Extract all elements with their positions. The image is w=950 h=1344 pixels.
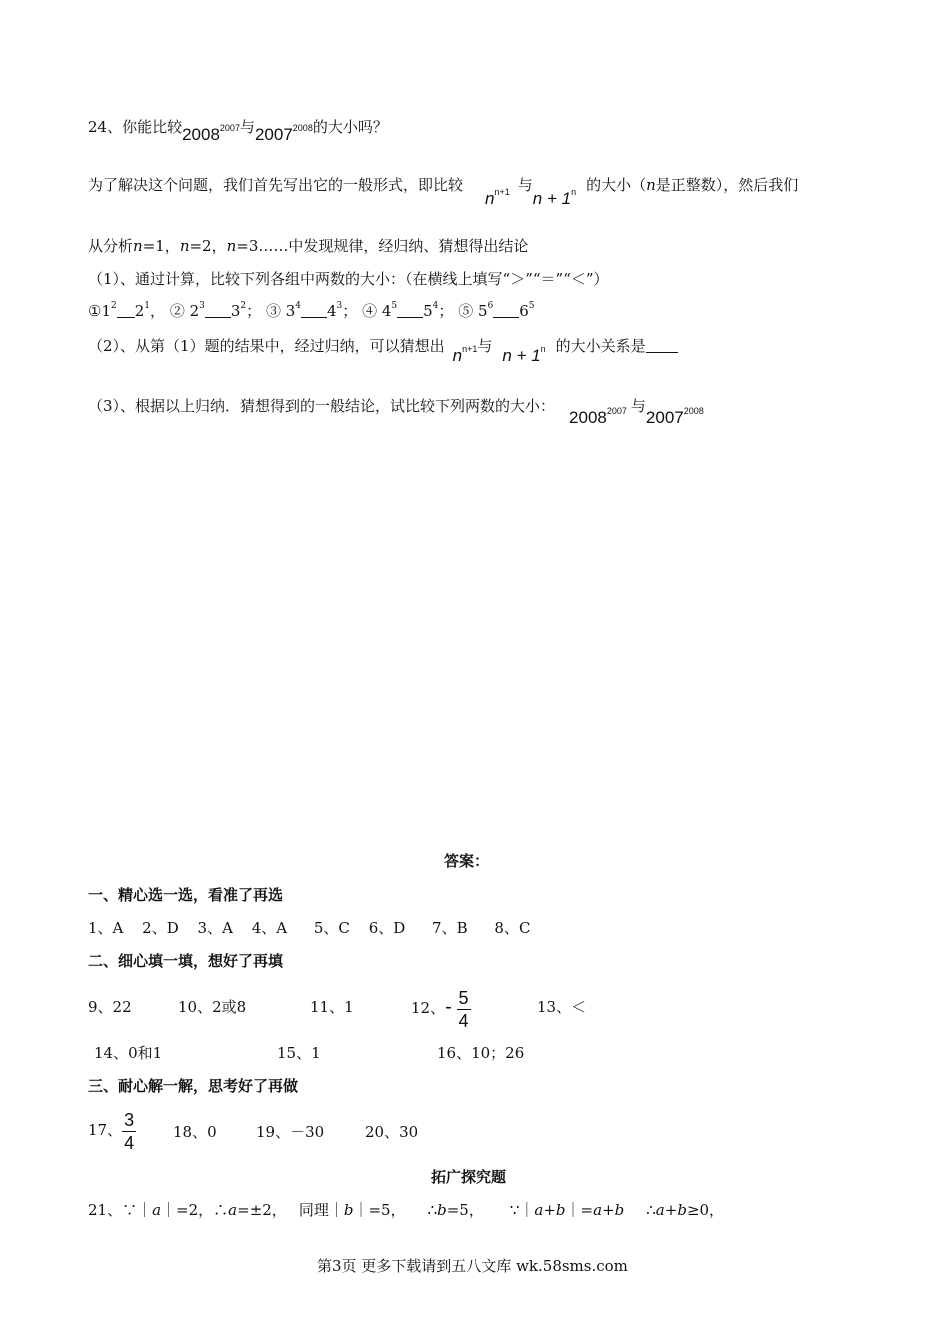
q24-base2: 2007	[254, 125, 293, 144]
compare-item: ⑤ $5^6$ $6^5$	[458, 301, 535, 320]
intro-n-italic: n	[646, 176, 656, 194]
answer-17	[88, 1108, 136, 1154]
answer-11: 11、1	[310, 998, 354, 1016]
choice-answer: 8、C	[494, 919, 531, 937]
intro-text2: 的大小（	[586, 176, 647, 194]
answer-17-fraction	[122, 1109, 136, 1154]
part2-n-exp: n+1	[462, 344, 478, 354]
part2-np1-base: n + 1	[502, 346, 541, 365]
answer-blank[interactable]	[646, 338, 678, 353]
answers-title: 答案：	[444, 852, 490, 870]
fraction-numerator: 5	[458, 987, 469, 1008]
part2-text1: （2）、从第（1）题的结果中，经过归纳，可以猜想出	[88, 337, 445, 355]
intro-and: 与	[517, 176, 533, 194]
analysis-line	[88, 236, 528, 256]
q24-suffix: 的大小吗？	[312, 118, 388, 136]
answer-17-label: 17、	[88, 1121, 123, 1139]
intro-line	[88, 175, 799, 208]
choice-answers	[88, 918, 530, 938]
q24-exp2: 2008	[292, 123, 313, 133]
part3-base1: 2008	[569, 408, 607, 427]
part2-text2: 的大小关系是	[555, 337, 646, 355]
intro-text1: 为了解决这个问题，我们首先写出它的一般形式，即比较	[88, 176, 464, 194]
answer-21: 21、∵｜a｜=2，∴a=±2， 同理｜b｜=5， ∴b=5， ∵｜a+b｜=a+b ∴a+b≥0，	[88, 1201, 725, 1219]
q24-exp1: 2007	[219, 123, 240, 133]
analysis-v1: =1，	[142, 237, 180, 255]
choice-answer: 1、A	[88, 919, 124, 937]
answer-10: 10、2或8	[178, 998, 247, 1016]
part1-line: （1）、通过计算，比较下列各组中两数的大小：（在横线上填写“＞”“＝”“＜”）	[88, 270, 609, 288]
answer-16: 16、10；26	[437, 1044, 525, 1062]
analysis-n2: n	[179, 237, 190, 255]
part3-exp1: 2007	[606, 406, 627, 416]
choice-answer: 7、B	[432, 919, 468, 937]
page-footer: 第3页 更多下载请到五八文库 wk.58sms.com	[317, 1257, 628, 1275]
compare-item: $①1^2$ $2^1$，	[88, 301, 166, 320]
intro-np1-exp: n	[571, 187, 577, 197]
analysis-text: 从分析	[88, 237, 134, 255]
answer-13: 13、＜	[537, 998, 587, 1016]
section1-heading: 一、精心选一选，看准了再选	[88, 886, 284, 904]
answer-blank[interactable]	[205, 303, 231, 318]
extension-heading: 拓广探究题	[431, 1168, 507, 1186]
answer-blank[interactable]	[301, 303, 327, 318]
intro-text3: 是正整数），然后我们	[655, 176, 799, 194]
choice-answer: 5、C	[313, 919, 350, 937]
part3-base2: 2007	[645, 408, 684, 427]
answer-14: 14、0和1	[94, 1044, 163, 1062]
answer-blank[interactable]	[117, 303, 135, 318]
section2-heading: 二、细心填一填，想好了再填	[88, 952, 284, 970]
part3-line	[88, 396, 704, 427]
choice-answer: 2、D	[142, 919, 179, 937]
answer-20: 20、30	[365, 1123, 419, 1141]
analysis-v2: =2，	[189, 237, 227, 255]
q24-prefix: 24、你能比较	[88, 118, 183, 136]
part2-and: 与	[477, 337, 493, 355]
part3-exp2: 2008	[683, 406, 704, 416]
answer-15: 15、1	[277, 1044, 321, 1062]
fraction-denominator: 4	[124, 1132, 135, 1153]
fraction-denominator: 4	[458, 1010, 469, 1031]
analysis-v3: =3……中发现规律，经归纳、猜想得出结论	[236, 237, 529, 255]
section3-heading: 三、耐心解一解，思考好了再做	[88, 1077, 299, 1095]
analysis-n3: n	[226, 237, 237, 255]
q24-line	[88, 117, 388, 144]
fraction-numerator: 3	[124, 1109, 135, 1130]
compare-item: ④ $4^5$ $5^4$；	[362, 301, 454, 320]
part2-np1-exp: n	[540, 344, 546, 354]
answer-12-label: 12、	[411, 999, 446, 1017]
answer-blank[interactable]	[397, 303, 423, 318]
choice-answer: 6、D	[368, 919, 406, 937]
intro-np1-base: n + 1	[532, 189, 572, 208]
part3-and: 与	[630, 397, 646, 415]
answer-19: 19、－30	[256, 1123, 325, 1141]
answer-12-fraction	[457, 987, 471, 1032]
answer-12	[411, 985, 471, 1032]
part2-line	[88, 336, 678, 365]
choice-answer: 3、A	[197, 919, 233, 937]
q24-base1: 2008	[182, 125, 220, 144]
choice-answer: 4、A	[251, 919, 288, 937]
compare-item: ② $2^3$ $3^2$；	[169, 301, 262, 320]
compare-item: ③ $3^4$ $4^3$；	[265, 301, 358, 320]
answer-blank[interactable]	[493, 303, 519, 318]
analysis-n1: n	[133, 237, 143, 255]
answer-9: 9、22	[88, 998, 132, 1016]
part2-n-base: n	[452, 346, 463, 365]
part3-text: （3）、根据以上归纳．猜想得到的一般结论，试比较下列两数的大小：	[88, 397, 556, 415]
answer-12-sign: -	[445, 996, 452, 1018]
intro-n-base: n	[485, 189, 495, 208]
q24-and: 与	[239, 118, 255, 136]
intro-n-exp: n+1	[494, 187, 510, 197]
compare-line	[88, 301, 535, 321]
answer-18: 18、0	[173, 1123, 217, 1141]
